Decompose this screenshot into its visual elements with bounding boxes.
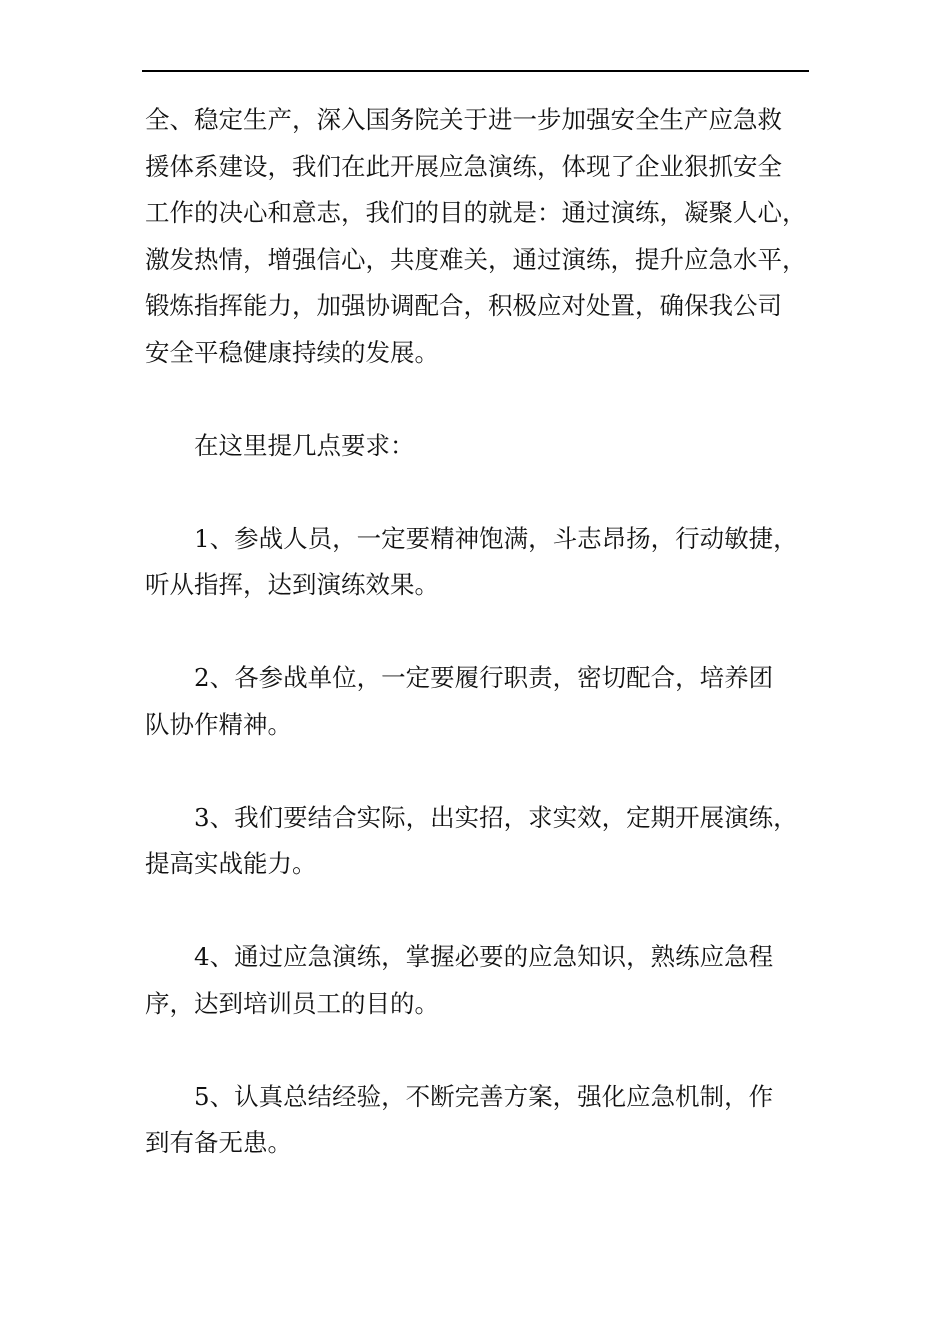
paragraph-line: 工作的决心和意志，我们的目的就是：通过演练，凝聚人心，: [145, 198, 807, 227]
paragraph-gap: [145, 609, 810, 656]
paragraph-requirements-heading: [145, 423, 810, 470]
paragraph-line: 序，达到培训员工的目的。: [145, 988, 439, 1018]
paragraph-item-1: [145, 516, 810, 609]
paragraph-line: 1、参战人员，一定要精神饱满，斗志昂扬，行动敏捷，: [194, 523, 798, 553]
paragraph-gap: [145, 888, 810, 935]
paragraph-gap: [145, 748, 810, 795]
paragraph-gap: [145, 376, 810, 423]
paragraph-line: 提高实战能力。: [145, 849, 317, 878]
paragraph-gap: [145, 469, 810, 516]
paragraph-line: 2、各参战单位，一定要履行职责，密切配合，培养团: [194, 663, 774, 692]
paragraph-line: 安全平稳健康持续的发展。: [145, 337, 439, 367]
paragraph-item-2: [145, 655, 810, 748]
paragraph-line: 4、通过应急演练，掌握必要的应急知识，熟练应急程: [194, 942, 774, 971]
paragraph-line: 全、稳定生产，深入国务院关于进一步加强安全生产应急救: [145, 105, 782, 134]
paragraph-gap: [145, 1027, 810, 1074]
paragraph-line: 到有备无患。: [145, 1128, 292, 1157]
paragraph-item-5: [145, 1074, 810, 1167]
header-rule: [142, 70, 809, 72]
paragraph-intro: [145, 97, 810, 376]
document-body: [145, 97, 810, 1167]
paragraph-line: 5、认真总结经验，不断完善方案，强化应急机制，作: [194, 1081, 774, 1111]
paragraph-line: 听从指挥，达到演练效果。: [145, 570, 439, 599]
paragraph-item-4: [145, 934, 810, 1027]
paragraph-line: 3、我们要结合实际，出实招，求实效，定期开展演练，: [194, 802, 798, 832]
paragraph-line: 队协作精神。: [145, 709, 292, 739]
paragraph-line: 在这里提几点要求：: [194, 430, 415, 460]
paragraph-line: 锻炼指挥能力，加强协调配合，积极应对处置，确保我公司: [145, 291, 782, 320]
paragraph-line: 激发热情，增强信心，共度难关，通过演练，提升应急水平，: [145, 244, 807, 274]
paragraph-item-3: [145, 795, 810, 888]
paragraph-line: 援体系建设，我们在此开展应急演练，体现了企业狠抓安全: [145, 151, 782, 181]
